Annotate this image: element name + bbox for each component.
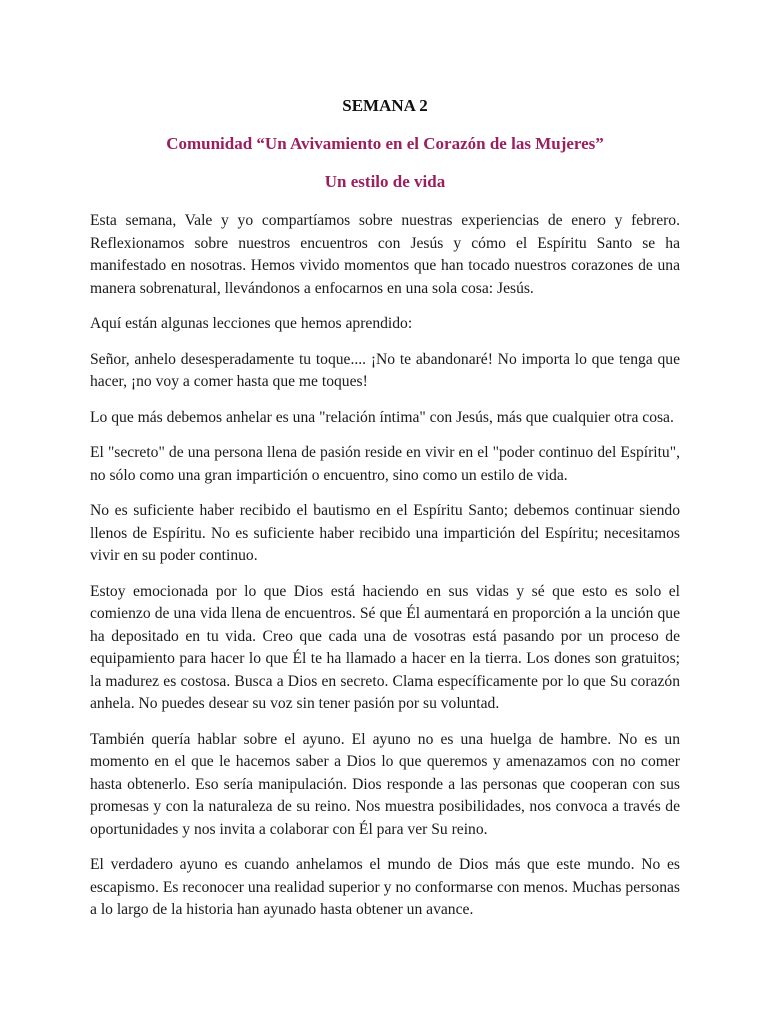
paragraph: También quería hablar sobre el ayuno. El ayuno no es una huelga de hambre. No es un momento en el que le hacemos saber a Dios lo que queremos y amenazamos con no comer hasta obtenerlo. Eso sería manipulación. Dios responde a las personas que cooperan con sus promesas y con la naturaleza de su reino. Nos muestra posibilidades, nos convoca a través de oportunidades y nos invita a colaborar con Él para ver Su reino. <box>90 730 680 838</box>
paragraph: No es suficiente haber recibido el bautismo en el Espíritu Santo; debemos continuar siendo llenos de Espíritu. No es suficiente haber recibido una impartición del Espíritu; necesitamos vivir en su poder continuo. <box>90 502 680 564</box>
paragraph: Señor, anhelo desesperadamente tu toque.... ¡No te abandonaré! No importa lo que tenga que hacer, ¡no voy a comer hasta que me toques! <box>90 350 680 390</box>
body-text <box>90 210 680 922</box>
paragraph: El "secreto" de una persona llena de pasión reside en vivir en el "poder continuo del Espíritu", no sólo como una gran impartición o encuentro, sino como un estilo de vida. <box>90 444 680 484</box>
paragraph: El verdadero ayuno es cuando anhelamos el mundo de Dios más que este mundo. No es escapismo. Es reconocer una realidad superior y no conformarse con menos. Muchas personas a lo largo de la historia han ayunado hasta obtener un avance. <box>90 856 680 918</box>
document-page <box>90 96 680 935</box>
paragraph: Estoy emocionada por lo que Dios está haciendo en sus vidas y sé que esto es solo el comienzo de una vida llena de encuentros. Sé que Él aumentará en proporción a la unción que ha depositado en tu vida. Creo que cada una de vosotras está pasando por un proceso de equipamiento para hacer lo que Él te ha llamado a hacer en la tierra. Los dones son gratuitos; la madurez es costosa. Busca a Dios en secreto. Clama específicamente por lo que Su corazón anhela. No puedes desear su voz sin tener pasión por su voluntad. <box>90 582 680 712</box>
page-title: SEMANA 2 <box>342 96 428 115</box>
paragraph: Lo que más debemos anhelar es una "relación íntima" con Jesús, más que cualquier otra cosa. <box>90 408 674 426</box>
section-title: Un estilo de vida <box>324 172 446 191</box>
paragraph: Esta semana, Vale y yo compartíamos sobre nuestras experiencias de enero y febrero. Reflexionamos sobre nuestros encuentros con Jesús y cómo el Espíritu Santo se ha manifestado en nosotras. Hemos vivido momentos que han tocado nuestros corazones de una manera sobrenatural, llevándonos a enfocarnos en una sola cosa: Jesús. <box>90 212 680 297</box>
paragraph: Aquí están algunas lecciones que hemos aprendido: <box>90 315 413 332</box>
community-subtitle: Comunidad “Un Avivamiento en el Corazón de las Mujeres” <box>166 134 604 153</box>
